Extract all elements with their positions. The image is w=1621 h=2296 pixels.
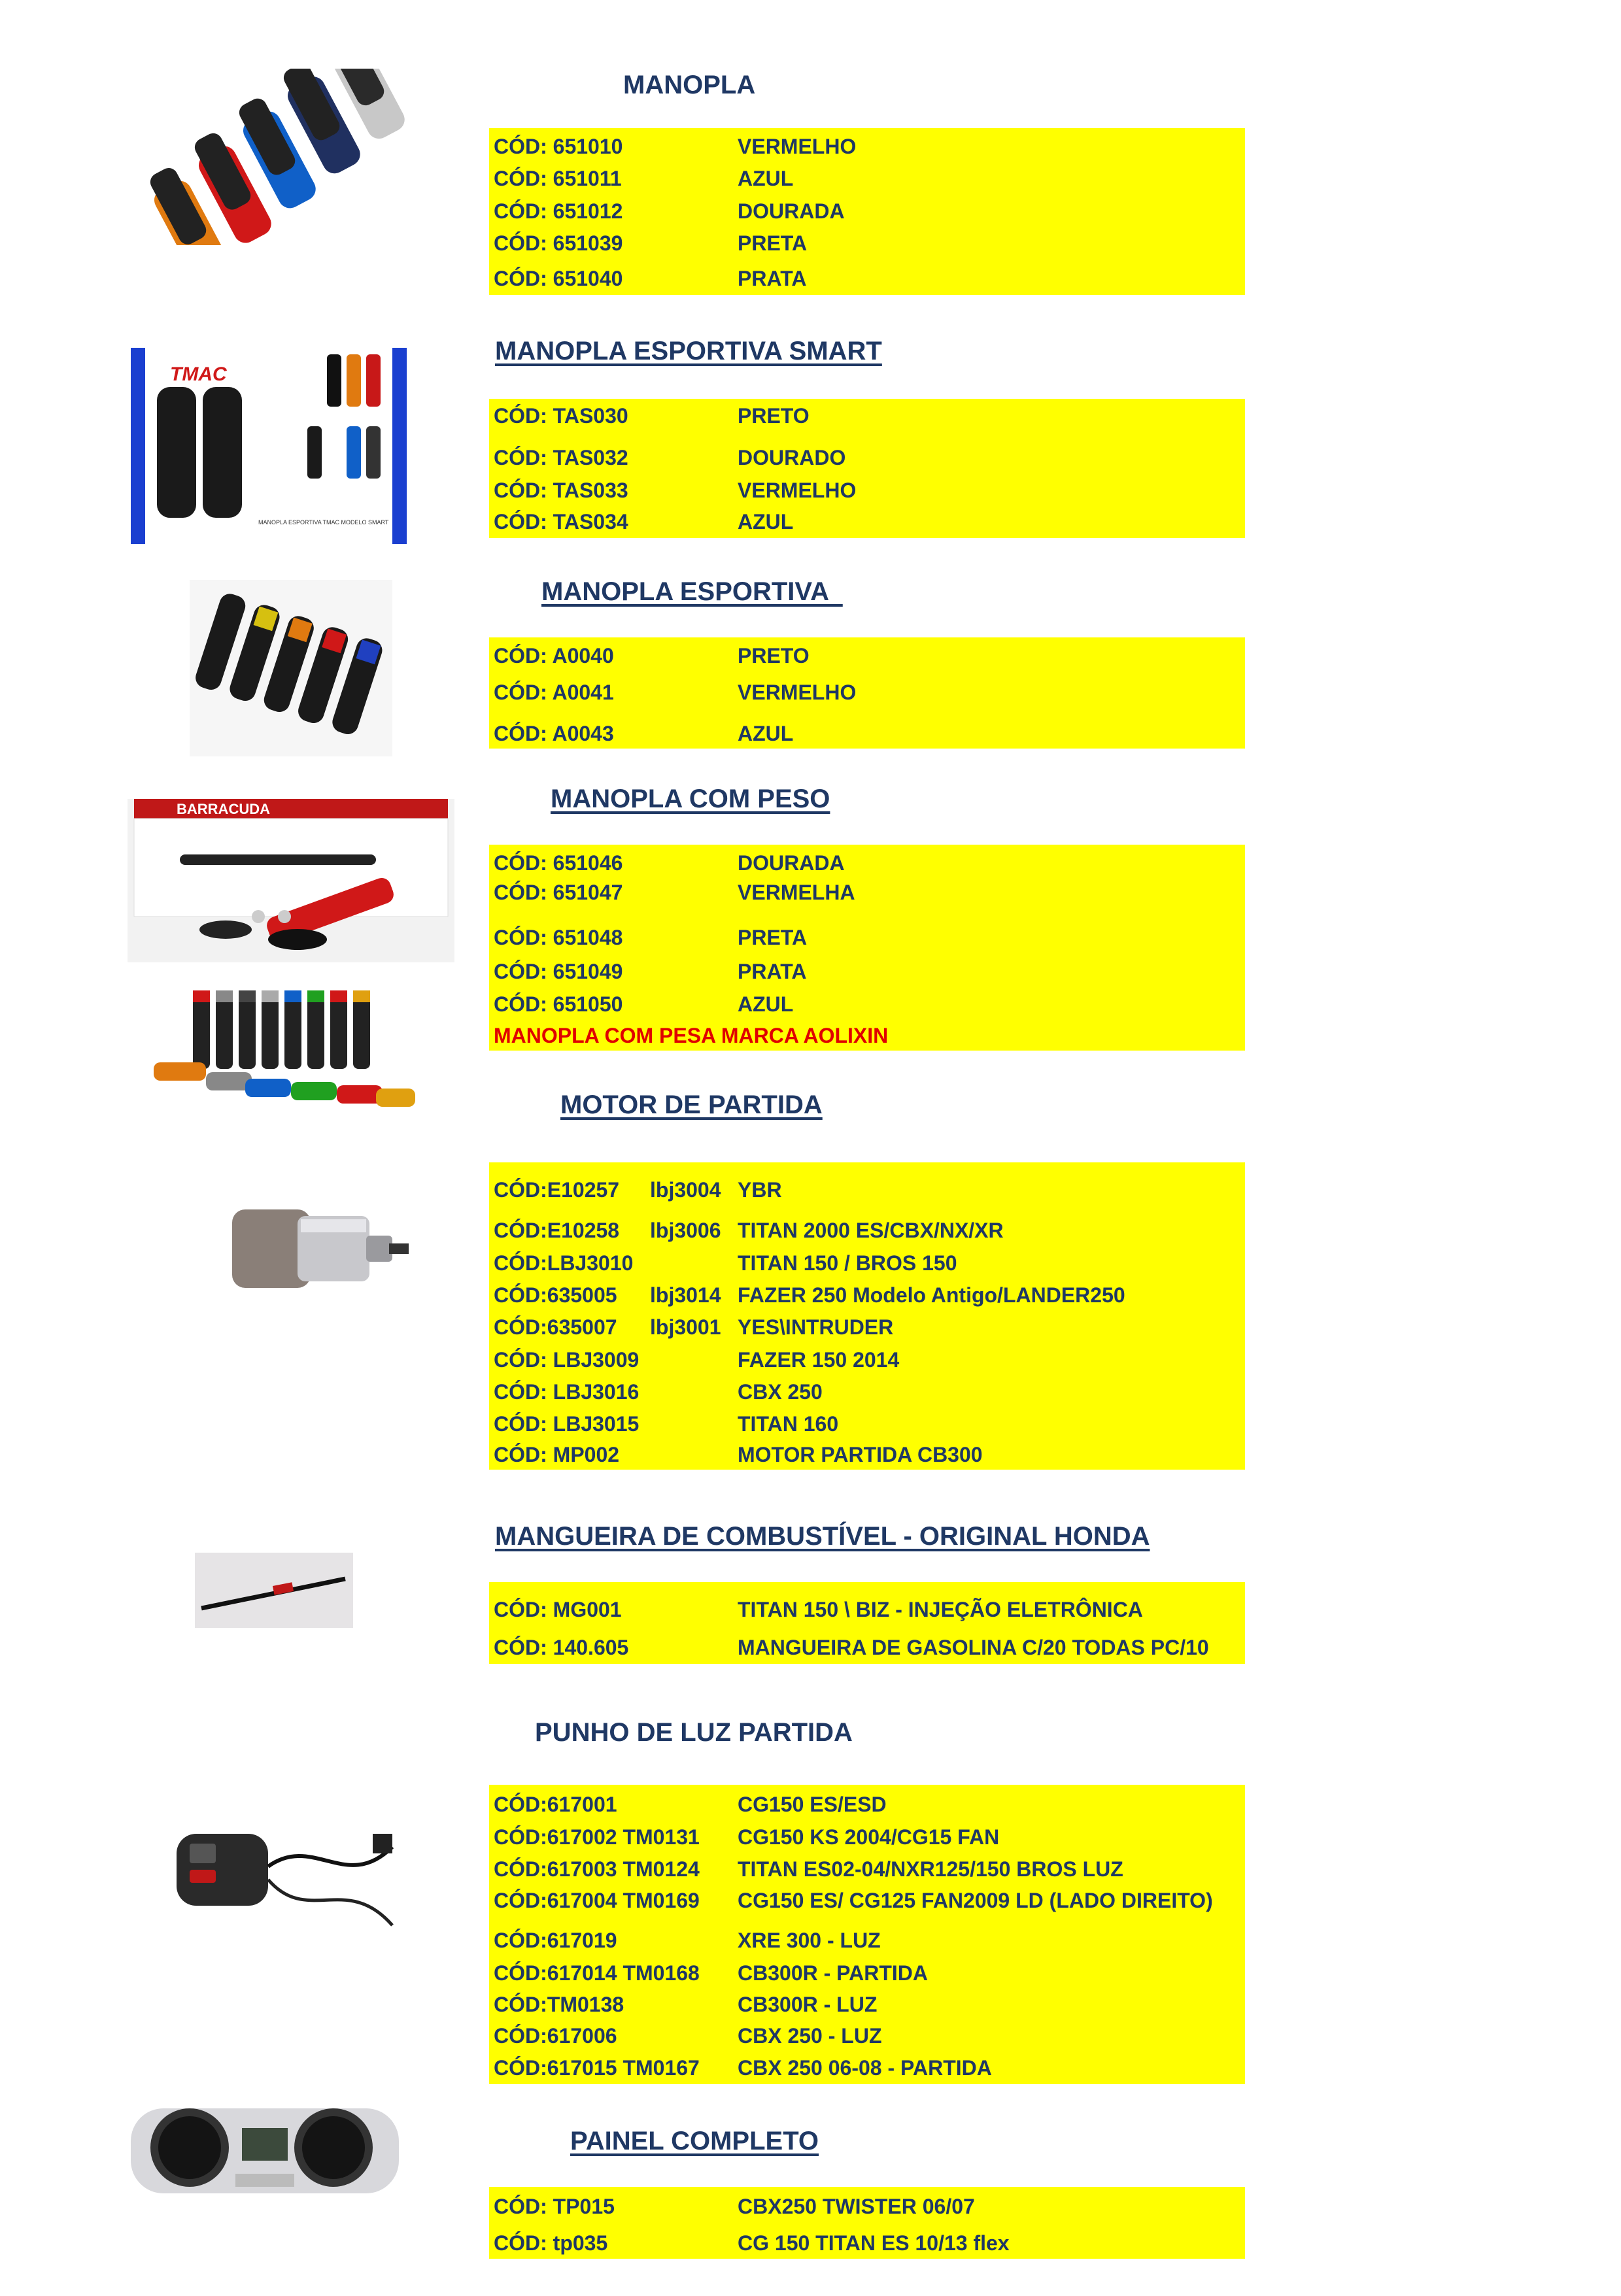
table-row: CÓD: A0040 PRETO: [494, 644, 810, 667]
table-row: CÓD: 651039 PRETA: [494, 231, 808, 255]
smart-caption: MANOPLA ESPORTIVA TMAC MODELO SMART: [258, 519, 389, 526]
table-punho-luz-partida: [489, 1785, 1245, 2084]
table-manopla: [489, 128, 1245, 295]
table-row: CÓD:E10258 lbj3006 TITAN 2000 ES/CBX/NX/XR: [494, 1219, 1004, 1242]
table-row: CÓD: 651049 PRATA: [494, 960, 807, 983]
section-title-manopla-com-peso: MANOPLA COM PESO: [551, 785, 830, 813]
table-row: CÓD: 651011 AZUL: [494, 167, 794, 190]
manopla-product-image: [141, 69, 415, 245]
table-row: CÓD: TAS032 DOURADO: [494, 446, 846, 469]
table-manopla-esportiva: [489, 637, 1245, 749]
manopla-aolixin-note: MANOPLA COM PESA MARCA AOLIXIN: [494, 1024, 889, 1047]
section-title-manopla-esportiva-smart: MANOPLA ESPORTIVA SMART: [495, 337, 882, 365]
table-mangueira: [489, 1582, 1245, 1664]
motor-partida-product-image: [219, 1183, 415, 1321]
table-row: CÓD: 651012 DOURADA: [494, 199, 845, 223]
section-title-painel-completo: PAINEL COMPLETO: [570, 2127, 819, 2155]
section-title-manopla-esportiva: MANOPLA ESPORTIVA: [541, 577, 843, 606]
section-title-punho-luz-partida: PUNHO DE LUZ PARTIDA: [535, 1718, 853, 1747]
table-row: CÓD:617019 XRE 300 - LUZ: [494, 1929, 881, 1952]
table-row: CÓD: 651047 VERMELHA: [494, 881, 855, 904]
tmac-logo: TMAC: [170, 363, 227, 385]
table-row: CÓD: TAS030 PRETO: [494, 404, 810, 428]
table-row: CÓD:617015 TM0167 CBX 250 06-08 - PARTIDA: [494, 2056, 992, 2080]
table-row: CÓD: 651010 VERMELHO: [494, 135, 857, 158]
painel-product-image: [124, 2095, 405, 2213]
manopla-smart-product-image: [131, 348, 407, 544]
section-title-motor-de-partida: MOTOR DE PARTIDA: [560, 1090, 823, 1119]
table-row: CÓD: LBJ3009 FAZER 150 2014: [494, 1348, 900, 1372]
table-row: CÓD:617004 TM0169 CG150 ES/ CG125 FAN2009 LD (LADO DIREITO): [494, 1889, 1213, 1912]
table-row: CÓD: MP002 MOTOR PARTIDA CB300: [494, 1443, 983, 1466]
table-row: CÓD:617006 CBX 250 - LUZ: [494, 2024, 882, 2048]
table-manopla-esportiva-smart: [489, 399, 1245, 538]
table-row: CÓD: LBJ3016 CBX 250: [494, 1380, 823, 1404]
table-row: CÓD:617002 TM0131 CG150 KS 2004/CG15 FAN: [494, 1825, 1000, 1849]
table-row: CÓD: 140.605 MANGUEIRA DE GASOLINA C/20 TODAS PC/10: [494, 1636, 1209, 1659]
table-row: CÓD: A0041 VERMELHO: [494, 681, 857, 704]
punho-luz-product-image: [150, 1795, 405, 1958]
mangueira-product-image: [195, 1553, 353, 1628]
table-row: CÓD:E10257 lbj3004 YBR: [494, 1178, 782, 1202]
table-row: CÓD: TP015 CBX250 TWISTER 06/07: [494, 2195, 975, 2218]
table-row: CÓD: LBJ3015 TITAN 160: [494, 1412, 839, 1436]
manopla-peso-product-image: [128, 799, 454, 962]
table-row: CÓD: 651046 DOURADA: [494, 851, 845, 875]
barracuda-logo: BARRACUDA: [177, 801, 270, 817]
table-row: CÓD: 651048 PRETA: [494, 926, 808, 949]
manopla-esportiva-product-image: [190, 580, 392, 756]
table-row: CÓD:617001 CG150 ES/ESD: [494, 1793, 887, 1816]
table-row: CÓD:635007 lbj3001 YES\INTRUDER: [494, 1315, 894, 1339]
section-title-manopla: MANOPLA: [623, 71, 756, 99]
table-row: CÓD:635005 lbj3014 FAZER 250 Modelo Antigo/LANDER250: [494, 1283, 1125, 1307]
table-row: CÓD: 651040 PRATA: [494, 267, 807, 290]
table-row: CÓD:617014 TM0168 CB300R - PARTIDA: [494, 1961, 928, 1985]
table-row: CÓD:TM0138 CB300R - LUZ: [494, 1993, 878, 2016]
table-row: CÓD: 651050 AZUL: [494, 992, 794, 1016]
table-motor-de-partida: [489, 1162, 1245, 1470]
manopla-aolixin-product-image: [147, 984, 422, 1115]
section-title-mangueira: MANGUEIRA DE COMBUSTÍVEL - ORIGINAL HONDA: [495, 1522, 1150, 1551]
table-row: CÓD: TAS034 AZUL: [494, 510, 794, 533]
table-row: CÓD: TAS033 VERMELHO: [494, 479, 857, 502]
table-row: CÓD:LBJ3010 TITAN 150 / BROS 150: [494, 1251, 957, 1275]
table-row: CÓD: A0043 AZUL: [494, 722, 794, 745]
table-row: CÓD: MG001 TITAN 150 \ BIZ - INJEÇÃO ELETRÔNICA: [494, 1598, 1143, 1621]
table-painel-completo: [489, 2187, 1245, 2259]
table-manopla-com-peso: [489, 845, 1245, 1051]
table-row: CÓD:617003 TM0124 TITAN ES02-04/NXR125/150 BROS LUZ: [494, 1857, 1123, 1881]
table-row: CÓD: tp035 CG 150 TITAN ES 10/13 flex: [494, 2231, 1010, 2255]
